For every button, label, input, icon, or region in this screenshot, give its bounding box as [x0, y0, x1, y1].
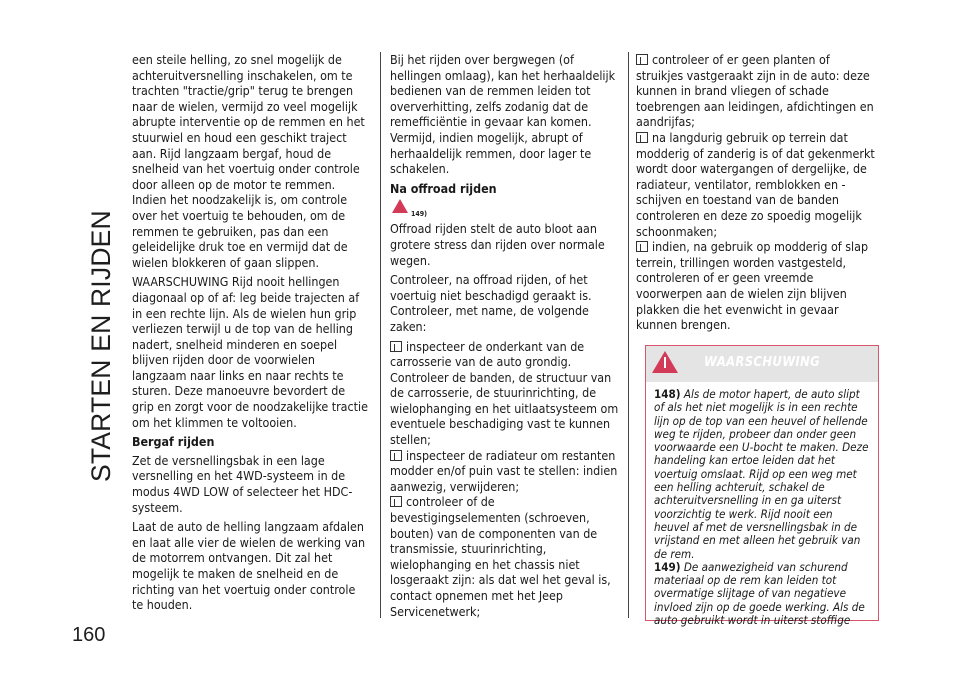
warning-header [646, 346, 878, 382]
subheading-bergaf: Bergaf rijden [132, 434, 215, 450]
bullet-icon [636, 54, 648, 65]
list-item: inspecteer de radiateur om restanten modder en/of puin vast te stellen: indien aanwezig, verwijderen; [390, 447, 618, 494]
warning-item: 148) Als de motor hapert, de auto slipt of als het niet mogelijk is in een rechte lijn op de top van een heuvel of hellende weg te rijden, probeer dan onder geen voorwaarde een U-bocht te maken. Deze handeling kan ertoe leiden dat het voertuig omslaat. Rijd op een weg met een helling achteruit, schakel de achteruitversnelling in en ga uiterst voorzichtig te werk. Rijd nooit een heuvel af met de versnellingsbak in de vrijstand en met alleen het gebruik van de rem. [654, 387, 869, 561]
warning-item: 149) De aanwezigheid van schurend materiaal op de rem kan leiden tot overmatige slijtage of van negatieve invloed zijn op de goede werking. Als de auto gebruikt wordt in uiterst stoffige [654, 559, 865, 628]
column-divider [628, 52, 629, 618]
paragraph: Controleer, na offroad rijden, of het voertuig niet beschadigd geraakt is. Controleer, met name, de volgende zaken: [390, 272, 592, 334]
bullet-icon [390, 341, 402, 352]
section-title-text: STARTEN EN RIJDEN [86, 210, 116, 482]
warning-icon [392, 199, 408, 213]
warning-ref-number: 149) [411, 210, 428, 219]
list-item: indien, na gebruik op modderig of slap terrein, trillingen worden vastgesteld, controleren of er geen vreemde voorwerpen aan de wielen zijn blijven plakken die het evenwicht in gevaar kunnen brengen. [636, 239, 869, 333]
warning-body [646, 382, 878, 627]
page-number: 160 [72, 624, 106, 646]
column-2 [390, 52, 622, 619]
paragraph: Zet de versnellingsbak in een lage versnelling en het 4WD-systeem in de modus 4WD LOW of selecteer het HDC-systeem. [132, 452, 353, 515]
bullet-icon [636, 132, 648, 143]
bullet-icon [390, 450, 402, 461]
subheading-na-offroad: Na offroad rijden [390, 180, 497, 196]
warning-number: 149) [654, 559, 681, 574]
paragraph: WAARSCHUWING Rijd nooit hellingen diagonaal op of af: leg beide trajecten af in een rechte lijn. Als de wielen hun grip verliezen terwijl u de top van de helling nadert, snelheid minderen en soepel blijven rijden door de voorwielen langzaam naar links en naar rechts te sturen. Deze manoeuvre bevordert de grip en zorgt voor de noodzakelijke tractie om het klimmen te voltooien. [132, 274, 368, 430]
list-item: na langdurig gebruik op terrein dat modderig of zanderig is of dat gekenmerkt wordt door watergangen of dergelijke, de radiateur, ventilator, remblokken en -schijven en toestand van de banden controleren en deze zo spoedig mogelijk schoonmaken; [636, 129, 875, 239]
paragraph: Bij het rijden over bergwegen (of hellingen omlaag), kan het herhaaldelijk bedienen van de remmen leiden tot oververhitting, zelfs zodanig dat de remefficiëntie in gevaar kan komen. Vermijd, indien mogelijk, abrupt of herhaaldelijk remmen, door lager te schakelen. [390, 52, 616, 177]
list-item: inspecteer de onderkant van de carrosserie van de auto grondig. Controleer de banden, de structuur van de carrosserie, de stuurinrichting, de wielophanging en het uitlaatsysteem om eventuele beschadiging vast te kunnen stellen; [390, 338, 619, 448]
list-item: controleer of er geen planten of struikjes vastgeraakt zijn in de auto: deze kunnen in brand vliegen of schade toebrengen aan leidingen, afdichtingen en aandrijfas; [636, 52, 874, 130]
paragraph: Laat de auto de helling langzaam afdalen en laat alle vier de wielen de werking van de motorrem ontvangen. Dit zal het mogelijk te maken de snelheid en de richting van het voertuig onder controle te houden. [132, 519, 366, 613]
bullet-icon [636, 241, 648, 252]
bullet-icon [390, 496, 402, 507]
warning-title: WAARSCHUWING [703, 355, 821, 370]
paragraph: Offroad rijden stelt de auto bloot aan grotere stress dan rijden over normale wegen. [390, 221, 605, 268]
column-3 [636, 52, 880, 333]
warning-number: 148) [654, 387, 681, 401]
warning-box [645, 345, 879, 628]
list-item: controleer of de bevestigingselementen (schroeven, bouten) van de componenten van de transmissie, stuurinrichting, wielophanging en het chassis niet losgeraakt zijn: als dat wel het geval is, contact opnemen met het Jeep Servicenetwerk; [390, 494, 611, 619]
paragraph: een steile helling, zo snel mogelijk de achteruitversnelling inschakelen, om te trachten "tractie/grip" terug te brengen naar de wielen, vermijd zo veel mogelijk abrupte interventie op de remmen en het stuurwiel en houd een geschikt traject aan. Rijd langzaam bergaf, houd de snelheid van het voertuig onder controle door alleen op de motor te remmen. Indien het noodzakelijk is, om controle over het voertuig te behouden, om de remmen te gebruiken, pas dan een geleidelijke druk toe en vermijd dat de wielen blokkeren of gaan slippen. [132, 52, 365, 270]
column-divider [380, 52, 381, 618]
warning-reference [392, 199, 622, 217]
column-1 [132, 52, 370, 617]
